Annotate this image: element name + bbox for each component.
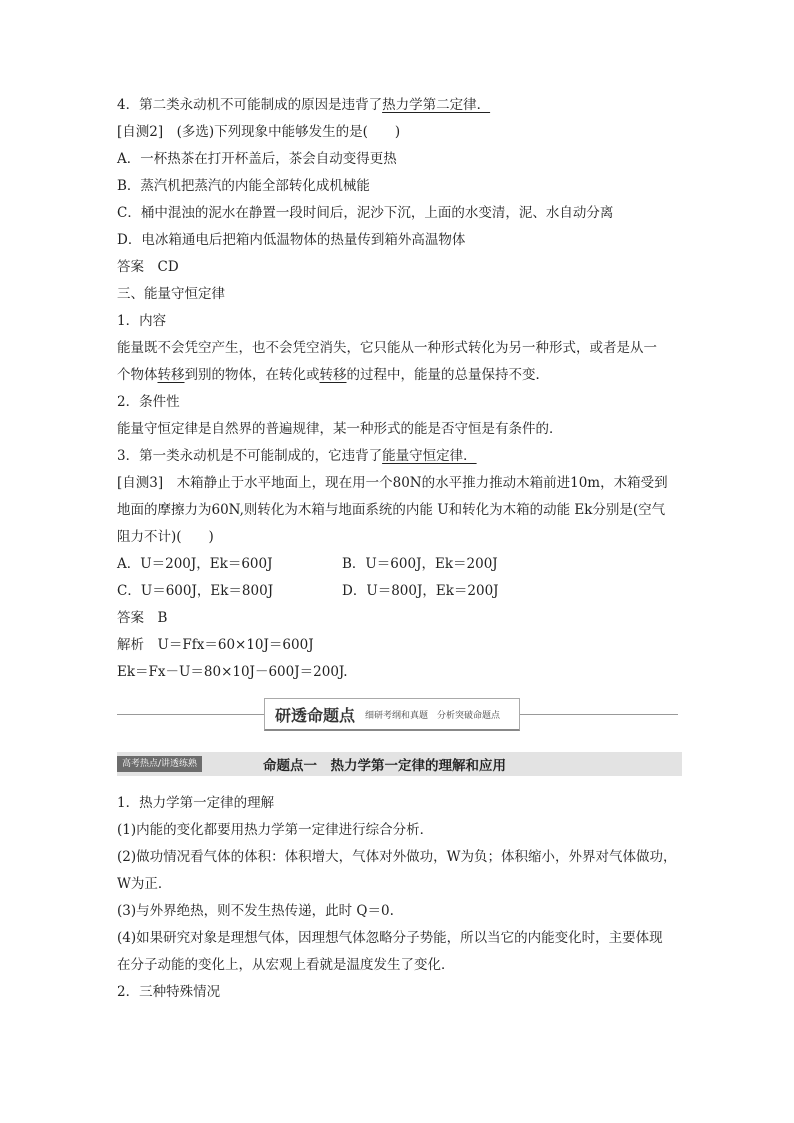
top-text-block xyxy=(117,92,682,551)
text-line: 地面的摩擦力为60N,则转化为木箱与地面系统的内能 U和转化为木箱的动能 Ek分别是(空气 xyxy=(117,502,666,518)
text-line: 解析 U＝Ffx＝60×10J＝600J xyxy=(117,637,314,653)
underlined-term: 能量守恒定律． xyxy=(382,448,477,464)
option-row xyxy=(117,578,682,605)
text-line: C．桶中混浊的泥水在静置一段时间后，泥沙下沉，上面的水变清，泥、水自动分离 xyxy=(117,205,614,221)
option-item: C．U＝600J，Ek＝800J xyxy=(117,583,274,599)
option-row xyxy=(117,551,682,578)
text-line: (2)做功情况看气体的体积：体积增大，气体对外做功，W为负；体积缩小，外界对气体做功， xyxy=(117,849,677,865)
text-line: (4)如果研究对象是理想气体，因理想气体忽略分子势能，所以当它的内能变化时，主要体现 xyxy=(117,930,663,946)
text-line: 在分子动能的变化上，从宏观上看就是温度发生了变化． xyxy=(117,957,455,973)
underlined-term: 热力学第二定律． xyxy=(382,97,491,113)
text-line: 能量守恒定律是自然界的普遍规律，某一种形式的能是否守恒是有条件的． xyxy=(117,421,563,437)
section-tag: 高考热点/讲透练熟 xyxy=(117,756,202,772)
text-line: A．一杯热茶在打开杯盖后，茶会自动变得更热 xyxy=(117,151,397,167)
section-title: 命题点一 热力学第一定律的理解和应用 xyxy=(263,758,506,774)
solution-block xyxy=(117,605,682,686)
text-line: 三、能量守恒定律 xyxy=(117,286,225,302)
text-line: (1)内能的变化都要用热力学第一定律进行综合分析． xyxy=(117,822,434,838)
section-header-bar xyxy=(117,752,682,776)
text-line xyxy=(117,362,682,389)
text-segment: 到别的物体，在转化或 xyxy=(184,367,320,383)
text-line: D．电冰箱通电后把箱内低温物体的热量传到箱外高温物体 xyxy=(117,232,466,248)
option-item: B．U＝600J，Ek＝200J xyxy=(342,556,498,572)
bottom-text-block xyxy=(117,790,682,1006)
underlined-term: 转移 xyxy=(157,367,185,383)
text-line: 答案 B xyxy=(117,610,168,626)
underlined-term: 转移 xyxy=(319,367,347,383)
text-line: 答案 CD xyxy=(117,259,179,275)
document-page xyxy=(117,92,682,1006)
text-line: 阻力不计)( ) xyxy=(117,529,214,545)
banner-box xyxy=(264,698,520,731)
text-line: [自测3] 木箱静止于水平地面上，现在用一个80N的水平推力推动木箱前进10m，木箱受到 xyxy=(117,475,668,491)
answer-options xyxy=(117,551,682,605)
text-line: 2．条件性 xyxy=(117,394,180,410)
text-line xyxy=(117,92,682,119)
text-line: Ek＝Fx－U＝80×10J－600J＝200J. xyxy=(117,664,348,680)
text-line: (3)与外界绝热，则不发生热传递，此时 Q＝0. xyxy=(117,903,394,919)
text-line: [自测2] (多选)下列现象中能够发生的是( ) xyxy=(117,124,401,140)
text-segment: 3．第一类永动机是不可能制成的，它违背了 xyxy=(117,448,383,464)
section-banner xyxy=(117,694,682,744)
text-segment: 个物体 xyxy=(117,367,158,383)
option-item: A．U＝200J，Ek＝600J xyxy=(117,556,273,572)
text-line: W为正． xyxy=(117,876,172,892)
banner-subtitle: 细研考纲和真题 分析突破命题点 xyxy=(365,710,501,721)
text-segment: 4．第二类永动机不可能制成的原因是违背了 xyxy=(117,97,383,113)
text-line: 1．内容 xyxy=(117,313,167,329)
text-line: B．蒸汽机把蒸汽的内能全部转化成机械能 xyxy=(117,178,370,194)
banner-title: 研透命题点 xyxy=(275,705,356,725)
text-line: 2．三种特殊情况 xyxy=(117,984,221,1000)
text-line: 1．热力学第一定律的理解 xyxy=(117,795,275,811)
text-line: 能量既不会凭空产生，也不会凭空消失，它只能从一种形式转化为另一种形式，或者是从一 xyxy=(117,340,657,356)
text-segment: 的过程中，能量的总量保持不变． xyxy=(346,367,549,383)
option-item: D．U＝800J，Ek＝200J xyxy=(342,583,499,599)
text-line xyxy=(117,443,682,470)
